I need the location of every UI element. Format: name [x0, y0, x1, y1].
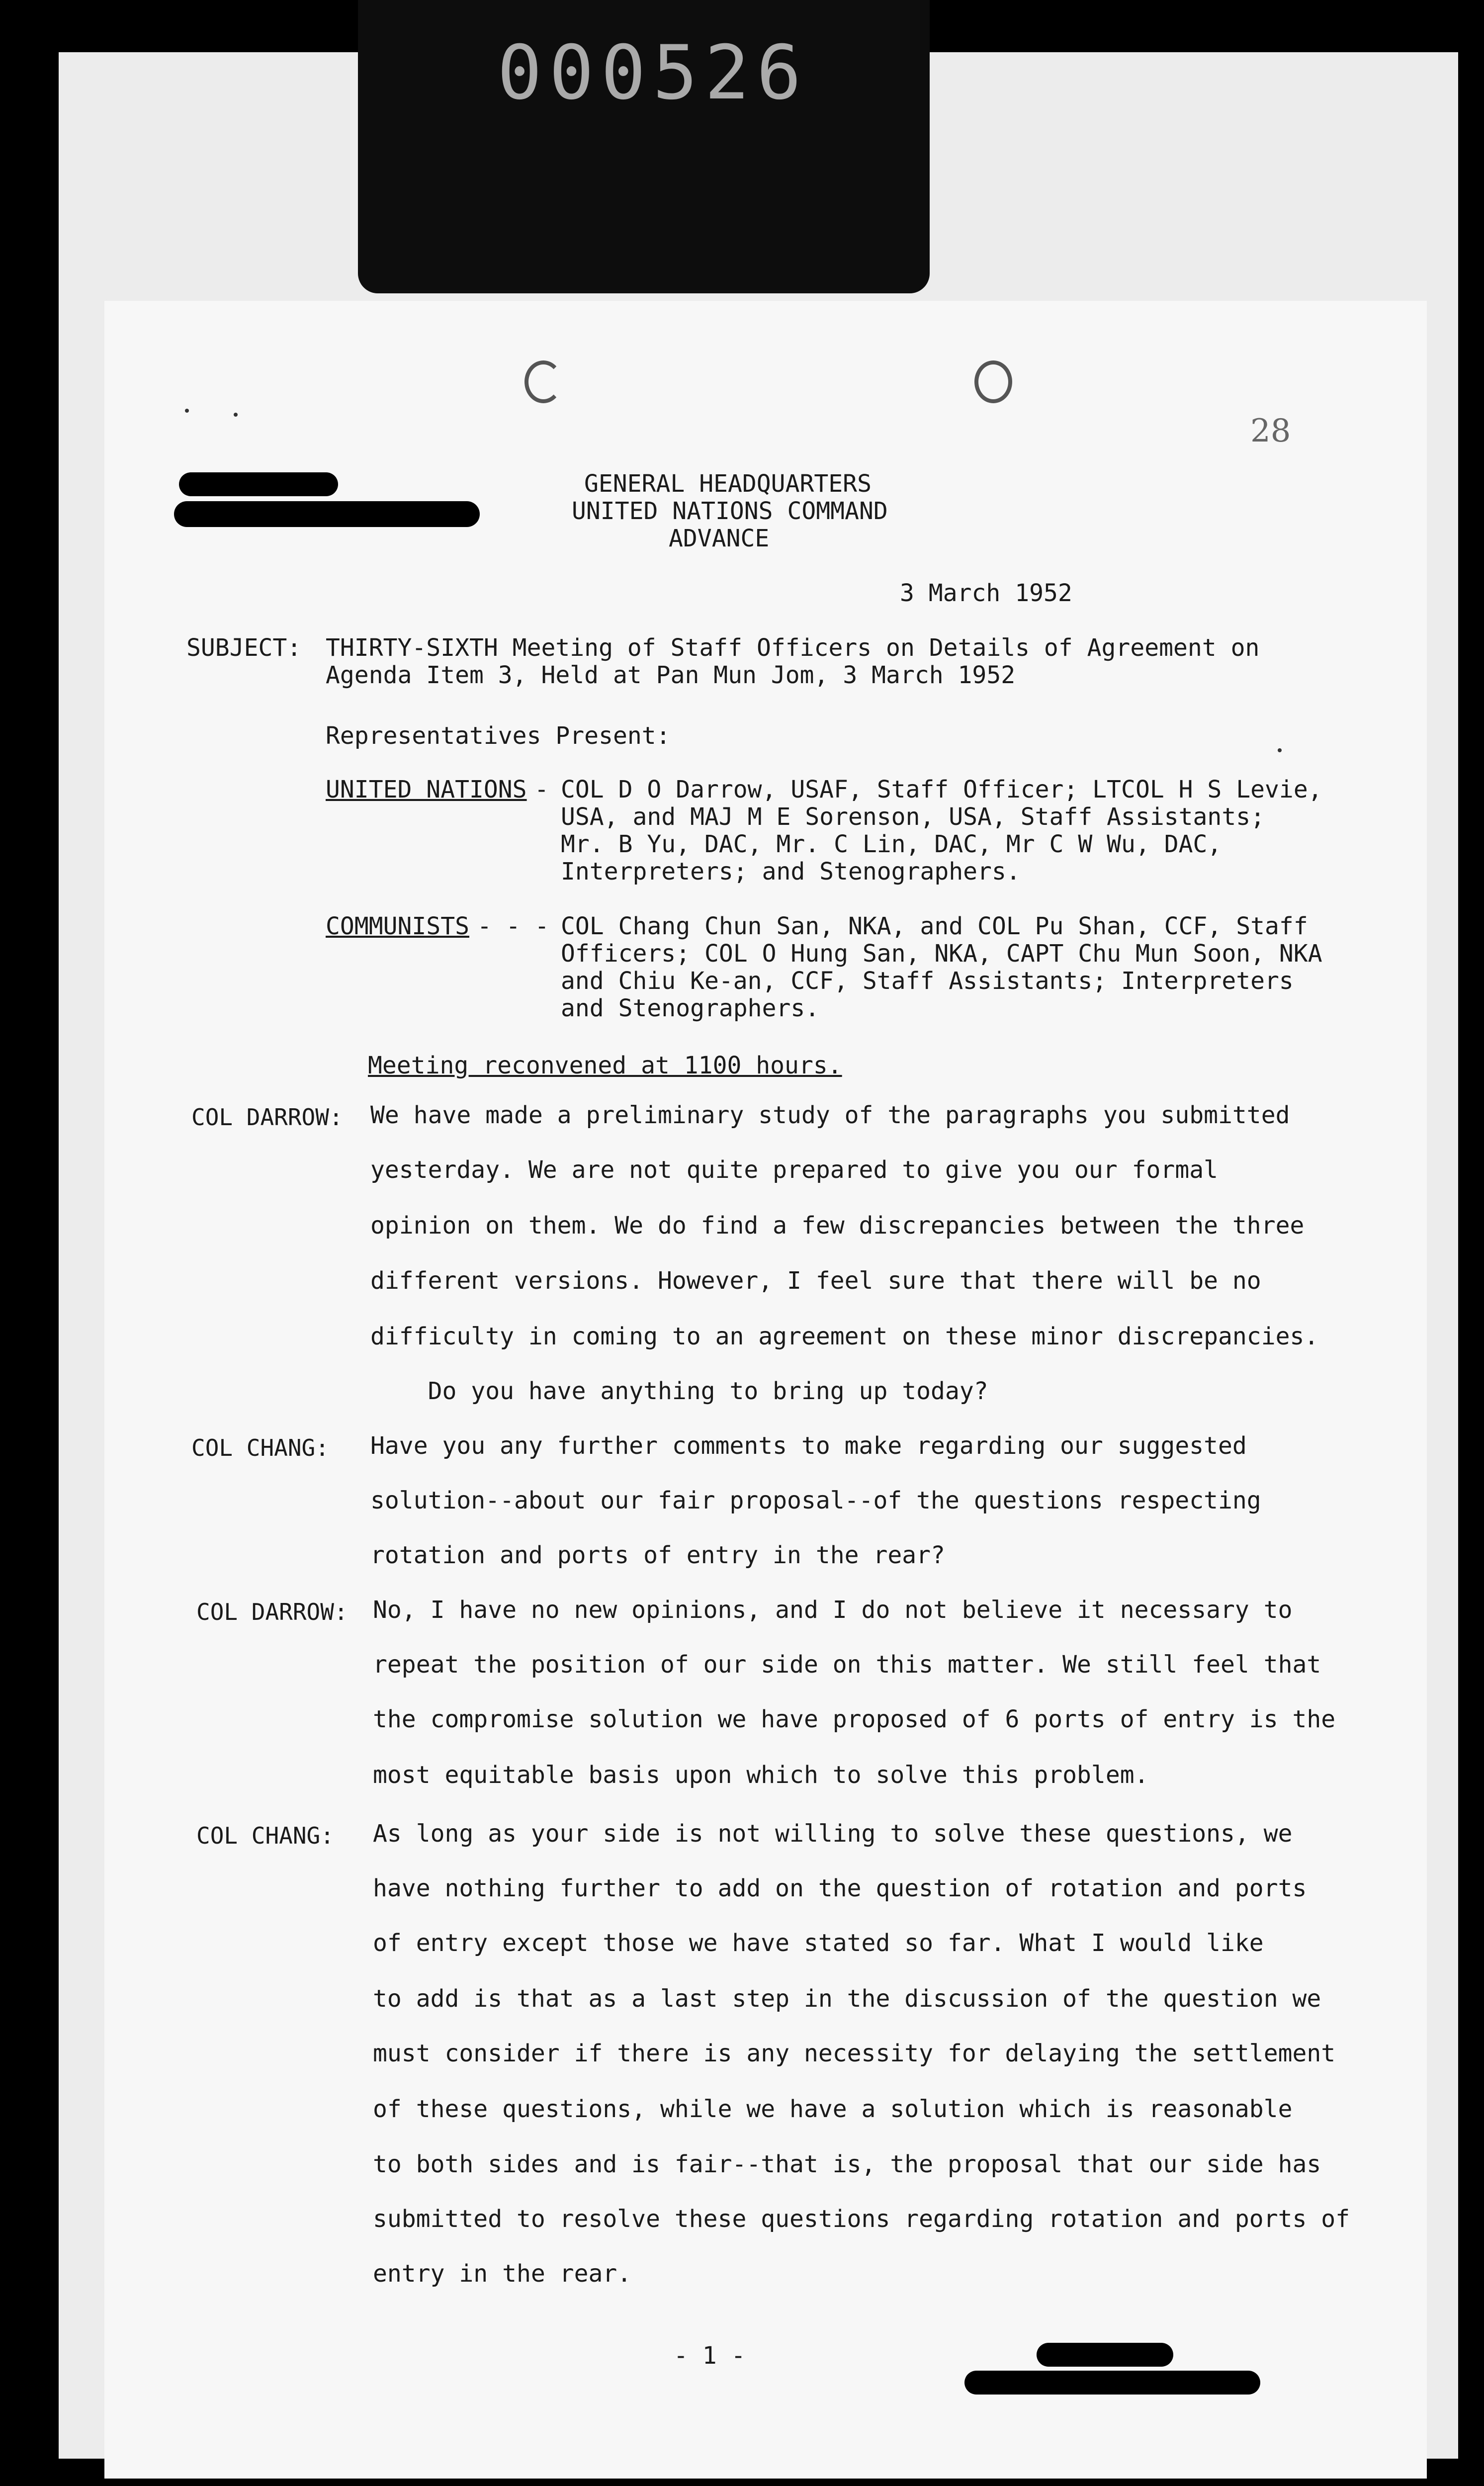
united-nations-line-1: COL D O Darrow, USAF, Staff Officer; LTCOL H S Levie, — [561, 776, 1322, 803]
dialogue-line: have nothing further to add on the question of rotation and ports — [373, 1874, 1307, 1902]
united-nations-line-4: Interpreters; and Stenographers. — [561, 858, 1021, 886]
redaction-mark — [179, 472, 338, 496]
dialogue-line: No, I have no new opinions, and I do not believe it necessary to — [373, 1596, 1293, 1624]
dialogue-line: We have made a preliminary study of the paragraphs you submitted — [370, 1101, 1290, 1129]
dialogue-line: of these questions, while we have a solution which is reasonable — [373, 2095, 1293, 2123]
subject-line-1: THIRTY-SIXTH Meeting of Staff Officers on Details of Agreement on — [326, 634, 1260, 662]
united-nations-line-2: USA, and MAJ M E Sorenson, USA, Staff Assistants; — [561, 803, 1265, 831]
handwritten-page-number: 28 — [1250, 413, 1291, 449]
dialogue-line: most equitable basis upon which to solve this problem. — [373, 1761, 1149, 1789]
speck — [234, 413, 238, 417]
redaction-mark — [174, 501, 480, 527]
dialogue-line: As long as your side is not willing to solve these questions, we — [373, 1820, 1293, 1848]
communists-label: COMMUNISTS — [326, 912, 469, 940]
subject-line-2: Agenda Item 3, Held at Pan Mun Jom, 3 March 1952 — [326, 661, 1016, 689]
punch-hole-right — [974, 360, 1012, 403]
dialogue-line: to both sides and is fair--that is, the proposal that our side has — [373, 2150, 1321, 2178]
dialogue-line: must consider if there is any necessity for delaying the settlement — [373, 2040, 1336, 2067]
dialogue-line: of entry except those we have stated so far. What I would like — [373, 1929, 1264, 1957]
communists-dash: - - - — [477, 912, 549, 940]
dialogue-line: repeat the position of our side on this matter. We still feel that — [373, 1651, 1321, 1679]
communists-line-3: and Chiu Ke-an, CCF, Staff Assistants; Interpreters — [561, 967, 1294, 995]
dialogue-line: yesterday. We are not quite prepared to give you our formal — [370, 1156, 1219, 1184]
punch-hole-left — [524, 360, 562, 403]
dialogue-line: different versions. However, I feel sure that there will be no — [370, 1267, 1261, 1295]
dialogue-line: solution--about our fair proposal--of the questions respecting — [370, 1487, 1261, 1514]
redaction-mark — [964, 2371, 1260, 2395]
speaker-label: COL DARROW: — [196, 1598, 348, 1625]
dialogue-line: submitted to resolve these questions regarding rotation and ports of — [373, 2205, 1350, 2233]
dialogue-line: rotation and ports of entry in the rear? — [370, 1541, 945, 1569]
communists-line-4: and Stenographers. — [561, 994, 820, 1022]
united-nations-line-3: Mr. B Yu, DAC, Mr. C Lin, DAC, Mr C W Wu, DAC, — [561, 830, 1222, 858]
document-date: 3 March 1952 — [900, 579, 1072, 607]
dialogue-line: the compromise solution we have proposed of 6 ports of entry is the — [373, 1705, 1336, 1733]
dialogue-line: to add is that as a last step in the discussion of the question we — [373, 1985, 1321, 2013]
meeting-reconvened-note: Meeting reconvened at 1100 hours. — [368, 1052, 842, 1079]
communists-line-1: COL Chang Chun San, NKA, and COL Pu Shan, CCF, Staff — [561, 912, 1308, 940]
redaction-mark — [1037, 2343, 1173, 2367]
united-nations-dash: - — [534, 776, 549, 803]
dialogue-line: entry in the rear. — [373, 2260, 632, 2288]
communists-line-2: Officers; COL O Hung San, NKA, CAPT Chu Mun Soon, NKA — [561, 940, 1322, 968]
dialogue-line: opinion on them. We do find a few discrepancies between the three — [370, 1212, 1305, 1240]
dialogue-line: Have you any further comments to make regarding our suggested — [370, 1432, 1247, 1460]
header-line-1: GENERAL HEADQUARTERS — [584, 470, 872, 498]
page-number: - 1 - — [674, 2342, 746, 2370]
representatives-heading: Representatives Present: — [326, 722, 671, 750]
united-nations-label: UNITED NATIONS — [326, 776, 527, 803]
speaker-label: COL CHANG: — [191, 1434, 329, 1461]
frame-counter: 000526 — [497, 30, 808, 116]
dialogue-line: Do you have anything to bring up today? — [370, 1377, 988, 1405]
header-line-3: ADVANCE — [669, 525, 770, 552]
header-line-2: UNITED NATIONS COMMAND — [572, 497, 888, 525]
dialogue-line: difficulty in coming to an agreement on these minor discrepancies. — [370, 1323, 1319, 1350]
subject-label: SUBJECT: — [186, 634, 302, 662]
speck — [185, 409, 189, 413]
speaker-label: COL DARROW: — [191, 1104, 343, 1131]
speaker-label: COL CHANG: — [196, 1822, 334, 1849]
speck — [1278, 748, 1282, 752]
